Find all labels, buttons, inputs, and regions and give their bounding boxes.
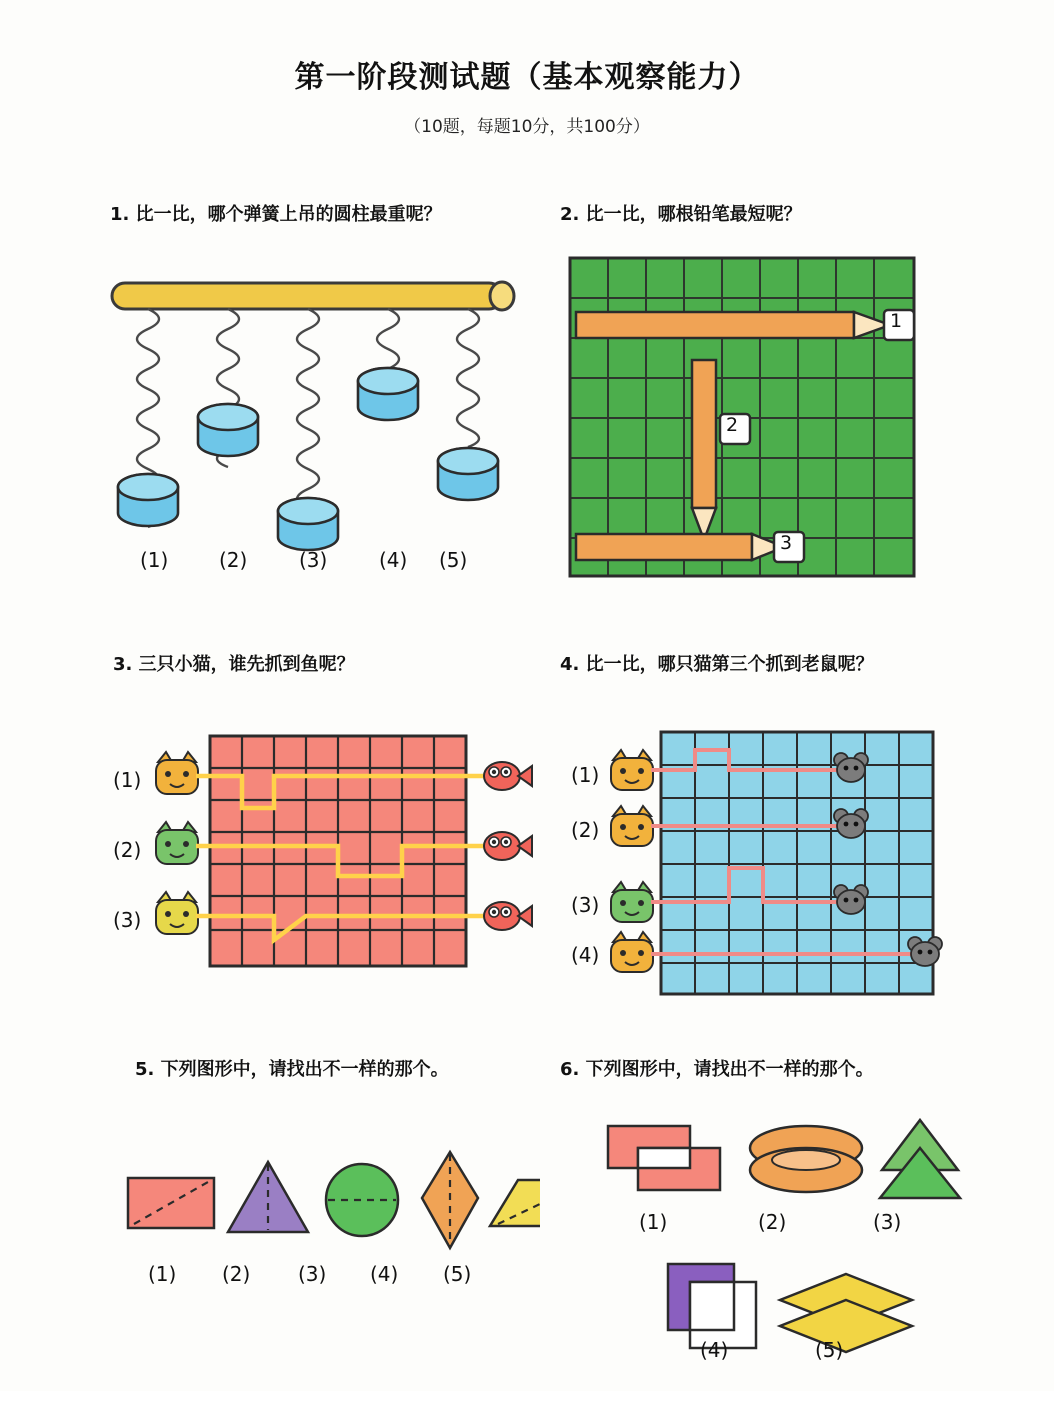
page-title: 第一阶段测试题（基本观察能力） [294,60,760,95]
question-1-label: 1. 比一比，哪个弹簧上吊的圆柱最重呢？ [110,204,442,225]
cat-icon-group [156,752,198,934]
q5-option-5[interactable]: (5) [443,1262,472,1286]
q1-option-1[interactable]: (1) [140,548,169,572]
q1-option-3[interactable]: (3) [299,548,328,572]
q2-marker-3[interactable]: 3 [780,532,793,554]
q2-marker-1[interactable]: 1 [890,310,903,332]
q5-option-2[interactable]: (2) [222,1262,251,1286]
q1-option-4[interactable]: (4) [379,548,408,572]
q4-option-2[interactable]: (2) [571,818,600,842]
question-4-label: 4. 比一比，哪只猫第三个抓到老鼠呢？ [560,654,874,675]
q6-option-1[interactable]: (1) [639,1210,668,1234]
q4-option-1[interactable]: (1) [571,763,600,787]
q4-option-4[interactable]: (4) [571,943,600,967]
q5-option-4[interactable]: (4) [370,1262,399,1286]
q6-option-4[interactable]: (4) [700,1338,729,1362]
q2-marker-2[interactable]: 2 [726,414,739,436]
q1-option-5[interactable]: (5) [439,548,468,572]
q3-option-3[interactable]: (3) [113,908,142,932]
question-6-label: 6. 下列图形中，请找出不一样的那个。 [560,1059,874,1080]
q3-option-2[interactable]: (2) [113,838,142,862]
q3-option-1[interactable]: (1) [113,768,142,792]
q5-option-3[interactable]: (3) [298,1262,327,1286]
q6-option-2[interactable]: (2) [758,1210,787,1234]
q4-option-3[interactable]: (3) [571,893,600,917]
q6-option-5[interactable]: (5) [815,1338,844,1362]
question-3-label: 3. 三只小猫，谁先抓到鱼呢？ [113,654,355,675]
q5-option-1[interactable]: (1) [148,1262,177,1286]
question-5-label: 5. 下列图形中，请找出不一样的那个。 [135,1059,449,1080]
q6-option-3[interactable]: (3) [873,1210,902,1234]
page-subtitle: （10题，每题10分，共100分） [404,117,650,137]
question-2-label: 2. 比一比，哪根铅笔最短呢？ [560,204,802,225]
q1-option-2[interactable]: (2) [219,548,248,572]
